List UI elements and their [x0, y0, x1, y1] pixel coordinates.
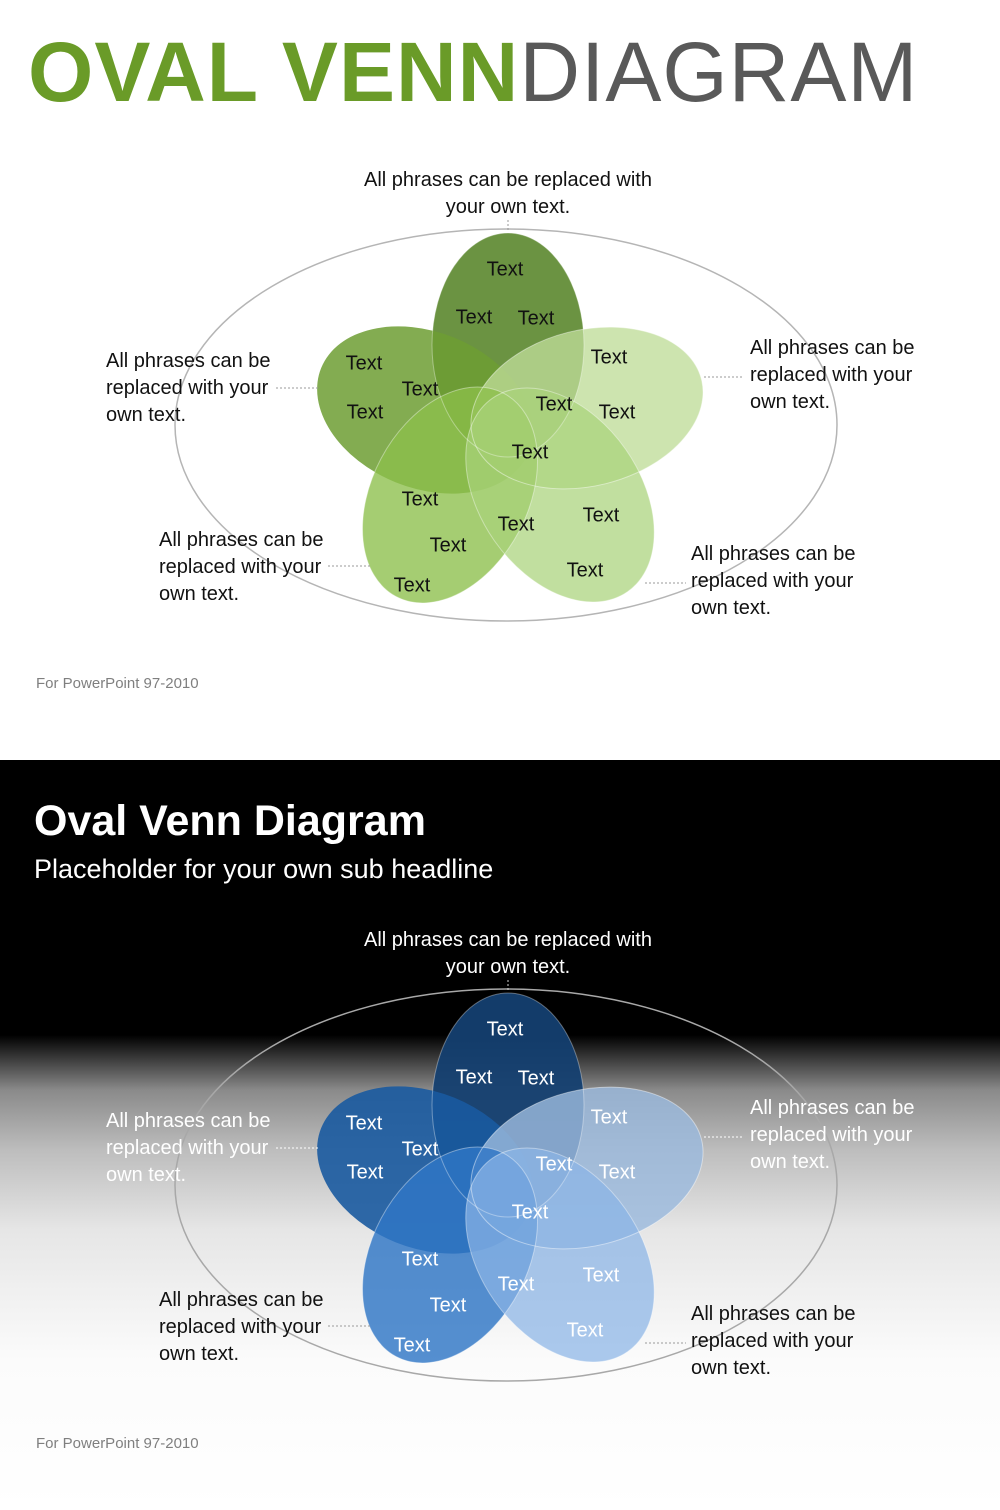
footer-note: For PowerPoint 97-2010 — [36, 675, 199, 692]
venn-label: Text — [455, 306, 493, 329]
phrase-right: All phrases can be replaced with your own text. — [750, 337, 915, 413]
phrase-left: All phrases can be replaced with your own text. — [106, 1110, 271, 1186]
venn-label: Text — [497, 513, 535, 536]
venn-label: Text — [393, 574, 431, 597]
venn-label: Text — [486, 1018, 524, 1041]
venn-label: Text — [566, 559, 604, 582]
venn-label: Text — [590, 346, 628, 369]
venn-label: Text — [401, 378, 439, 401]
slide-title: Oval Venn Diagram — [34, 797, 426, 845]
venn-label: Text — [455, 1066, 493, 1089]
venn-label: Text — [345, 1112, 383, 1135]
venn-label: Text — [401, 1138, 439, 1161]
footer-note: For PowerPoint 97-2010 — [36, 1435, 199, 1452]
venn-label: Text — [393, 1334, 431, 1357]
title-part-bold: OVAL VENN — [28, 25, 520, 119]
slide-blue — [0, 760, 1000, 1510]
venn-label: Text — [486, 258, 524, 281]
venn-label: Text — [511, 1201, 549, 1224]
venn-label: Text — [345, 352, 383, 375]
venn-label: Text — [429, 1294, 467, 1317]
phrase-top: All phrases can be replaced with your own text. — [364, 169, 652, 218]
phrase-bottom-left: All phrases can be replaced with your own text. — [159, 529, 324, 605]
phrase-bottom-right: All phrases can be replaced with your own text. — [691, 543, 856, 619]
venn-label: Text — [497, 1273, 535, 1296]
venn-label: Text — [535, 393, 573, 416]
venn-label: Text — [566, 1319, 604, 1342]
venn-label: Text — [582, 504, 620, 527]
venn-label: Text — [598, 401, 636, 424]
venn-label: Text — [590, 1106, 628, 1129]
venn-label: Text — [401, 488, 439, 511]
venn-label: Text — [346, 1161, 384, 1184]
phrase-left: All phrases can be replaced with your own text. — [106, 350, 271, 426]
venn-label: Text — [401, 1248, 439, 1271]
phrase-top: All phrases can be replaced with your own text. — [364, 929, 652, 978]
venn-label: Text — [511, 441, 549, 464]
venn-label: Text — [429, 534, 467, 557]
venn-label: Text — [346, 401, 384, 424]
phrase-bottom-right: All phrases can be replaced with your own text. — [691, 1303, 856, 1379]
venn-label: Text — [517, 1067, 555, 1090]
venn-label: Text — [582, 1264, 620, 1287]
slide-subtitle: Placeholder for your own sub headline — [34, 854, 494, 884]
phrase-right: All phrases can be replaced with your own text. — [750, 1097, 915, 1173]
title-part-light: DIAGRAM — [519, 25, 919, 119]
venn-label: Text — [598, 1161, 636, 1184]
phrase-bottom-left: All phrases can be replaced with your own text. — [159, 1289, 324, 1365]
venn-label: Text — [535, 1153, 573, 1176]
venn-label: Text — [517, 307, 555, 330]
